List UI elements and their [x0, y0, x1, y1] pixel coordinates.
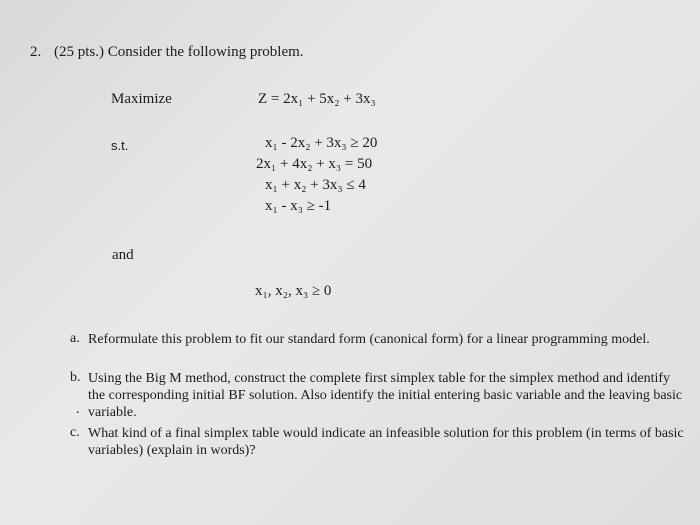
stray-bullet-mark: .: [76, 402, 80, 417]
part-c-text: What kind of a final simplex table would indicate an infeasible solution for this problem (in terms of basic variables) (explain in words)?: [88, 426, 684, 458]
subject-to-label: s.t.: [111, 138, 129, 153]
part-a-text: Reformulate this problem to fit our standard form (canonical form) for a linear programming model.: [88, 332, 650, 347]
constraint-2: 2x₁ + 4x₂ + x₃ = 50: [256, 156, 373, 172]
part-c-letter: c.: [70, 425, 80, 440]
part-b-letter: b.: [70, 370, 81, 385]
part-a-letter: a.: [70, 331, 80, 346]
constraint-3: x₁ + x₂ + 3x₃ ≤ 4: [265, 177, 366, 193]
constraint-1: x₁ - 2x₂ + 3x₃ ≥ 20: [265, 135, 378, 151]
and-label: and: [112, 247, 134, 263]
problem-number: 2.: [30, 44, 42, 60]
part-b-text: Using the Big M method, construct the complete first simplex table for the simplex method and identify the corresponding initial BF solution. Also identify the initial entering basic variable and the leaving basic variable.: [88, 371, 683, 420]
objective-function: Z = 2x₁ + 5x₂ + 3x₃: [258, 91, 376, 107]
maximize-label: Maximize: [111, 91, 172, 107]
constraint-4: x₁ - x₃ ≥ -1: [265, 198, 332, 214]
nonnegativity-constraint: x₁, x₂, x₃ ≥ 0: [255, 283, 332, 299]
problem-header: (25 pts.) Consider the following problem.: [54, 44, 304, 60]
